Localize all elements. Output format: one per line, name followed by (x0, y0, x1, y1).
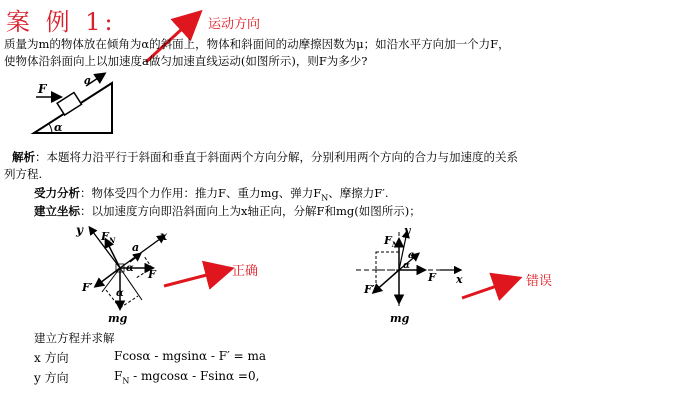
correct-FN-label: $F_N$ (101, 230, 116, 245)
coords-heading: 建立坐标 (34, 204, 80, 218)
wrong-mg-label: mg (390, 312, 410, 325)
figure1-a: a (84, 74, 92, 87)
y-eq-F: F (114, 369, 123, 383)
motion-direction-label: 运动方向 (208, 17, 261, 32)
correct-mg-label: mg (108, 312, 128, 325)
wrong-x-label: x (456, 273, 463, 286)
wrong-F-label: F (428, 271, 436, 284)
x-direction-equation: Fcosα - mgsinα - F′ = ma (114, 349, 267, 363)
force-analysis-sub: N (321, 193, 329, 203)
solve-heading: 建立方程并求解 (34, 331, 115, 345)
force-analysis-heading: 受力分析 (34, 186, 80, 200)
problem-line-1: 质量为m的物体放在倾角为α的斜面上，物体和斜面间的动摩擦因数为μ；如沿水平方向加一个力F， (4, 37, 510, 51)
x-direction-label: x 方向 (34, 351, 69, 365)
correct-y-label: y (76, 223, 83, 237)
wrong-alpha-label: α (403, 261, 410, 271)
wrong-y-label: y (404, 224, 411, 237)
figure1-alpha: α (54, 121, 63, 134)
wrong-label: 错误 (526, 274, 553, 289)
y-direction-equation (114, 369, 259, 385)
analysis-line-2: 列方程. (4, 167, 43, 181)
y-eq-rest: - mgcosα - Fsinα =0, (129, 369, 260, 383)
wrong-Fprime-label: F′ (364, 283, 375, 296)
wrong-FN-label: $F_N$ (384, 234, 399, 249)
correct-alpha-label: α (126, 263, 134, 274)
correct-label: 正确 (232, 264, 259, 279)
correct-a-label: a (132, 241, 140, 254)
correct-alpha2-label: α (116, 288, 124, 299)
correct-Fprime-label: F′ (82, 281, 93, 294)
analysis-heading: 解析 (12, 150, 35, 164)
y-direction-label: y 方向 (34, 371, 69, 385)
figure1-F: F (38, 82, 47, 96)
correct-F-label: F (148, 268, 156, 281)
analysis-text-1: ：本题将力沿平行于斜面和垂直于斜面两个方向分解，分别利用两个方向的合力与加速度的关系 (35, 150, 518, 164)
page-title: 案 例 1: (6, 8, 117, 36)
force-analysis-text: ：物体受四个力作用：推力F、重力mg、弹力F (80, 186, 322, 200)
force-analysis-text-end: 、摩擦力F′. (328, 186, 389, 200)
y-eq-sub: N (122, 376, 130, 386)
coords-text: ：以加速度方向即沿斜面向上为x轴正向，分解F和mg(如图所示)； (80, 204, 421, 218)
correct-x-label: x (160, 229, 168, 243)
problem-line-2: 使物体沿斜面向上以加速度a做匀加速直线运动(如图所示)，则F为多少? (4, 54, 368, 68)
wrong-a-label: a (408, 250, 415, 261)
